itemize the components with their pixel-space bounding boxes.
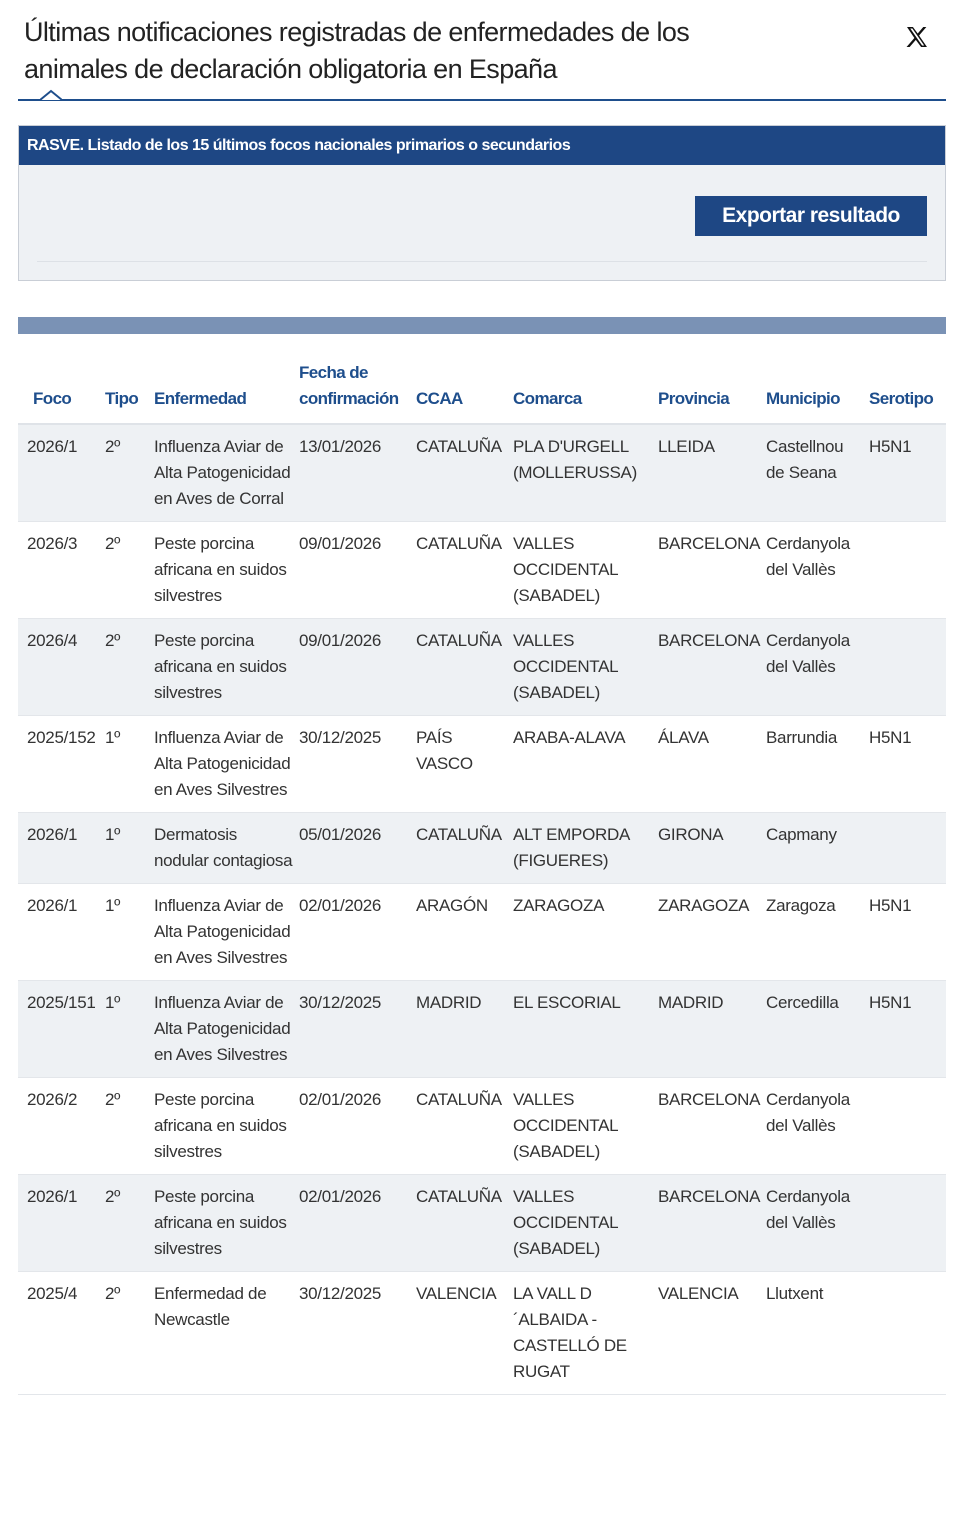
- close-button[interactable]: [900, 20, 934, 54]
- cell-comarca: VALLES OCCIDENTAL (SABADEL): [513, 1078, 658, 1175]
- cell-foco: 2026/2: [18, 1078, 105, 1175]
- cell-provincia: BARCELONA: [658, 1078, 766, 1175]
- cell-tipo: 2º: [105, 1175, 154, 1272]
- cell-municipio: Cerdanyola del Vallès: [766, 1175, 869, 1272]
- x-logo-icon: [906, 27, 928, 47]
- cell-comarca: ALT EMPORDA (FIGUERES): [513, 813, 658, 884]
- cell-municipio: Zaragoza: [766, 884, 869, 981]
- cell-serotipo: [869, 1078, 946, 1175]
- column-header-foco[interactable]: Foco: [18, 355, 105, 424]
- cell-enfermedad: Dermatosis nodular contagiosa: [154, 813, 299, 884]
- cell-fecha: 05/01/2026: [299, 813, 416, 884]
- cell-enfermedad: Peste porcina africana en suidos silvestres: [154, 1078, 299, 1175]
- cell-comarca: EL ESCORIAL: [513, 981, 658, 1078]
- cell-provincia: BARCELONA: [658, 619, 766, 716]
- cell-municipio: Cerdanyola del Vallès: [766, 1078, 869, 1175]
- cell-ccaa: MADRID: [416, 981, 513, 1078]
- cell-enfermedad: Peste porcina africana en suidos silvestres: [154, 619, 299, 716]
- cell-tipo: 1º: [105, 884, 154, 981]
- table-row: [18, 716, 946, 813]
- cell-municipio: Castellnou de Seana: [766, 424, 869, 522]
- table-body: [18, 424, 946, 1395]
- cell-ccaa: CATALUÑA: [416, 813, 513, 884]
- cell-ccaa: CATALUÑA: [416, 619, 513, 716]
- column-header-enfermedad[interactable]: Enfermedad: [154, 355, 299, 424]
- cell-foco: 2025/152: [18, 716, 105, 813]
- cell-provincia: BARCELONA: [658, 522, 766, 619]
- column-header-fecha[interactable]: Fecha de confirmación: [299, 355, 416, 424]
- cell-comarca: LA VALL D ´ALBAIDA - CASTELLÓ DE RUGAT: [513, 1272, 658, 1395]
- cell-ccaa: CATALUÑA: [416, 1175, 513, 1272]
- column-header-serotipo[interactable]: Serotipo: [869, 355, 946, 424]
- page-title: [24, 14, 744, 88]
- outbreaks-table: [18, 355, 946, 1395]
- cell-fecha: 30/12/2025: [299, 1272, 416, 1395]
- cell-fecha: 09/01/2026: [299, 522, 416, 619]
- table-header-row: [18, 355, 946, 424]
- cell-foco: 2026/1: [18, 1175, 105, 1272]
- cell-serotipo: H5N1: [869, 981, 946, 1078]
- cell-foco: 2026/1: [18, 424, 105, 522]
- cell-tipo: 2º: [105, 1272, 154, 1395]
- cell-foco: 2026/1: [18, 884, 105, 981]
- cell-enfermedad: Influenza Aviar de Alta Patogenicidad en Aves Silvestres: [154, 981, 299, 1078]
- cell-tipo: 1º: [105, 981, 154, 1078]
- page-title-line-2: animales de declaración obligatoria en España: [24, 54, 557, 84]
- cell-comarca: VALLES OCCIDENTAL (SABADEL): [513, 1175, 658, 1272]
- cell-fecha: 02/01/2026: [299, 1078, 416, 1175]
- cell-provincia: MADRID: [658, 981, 766, 1078]
- cell-enfermedad: Peste porcina africana en suidos silvestres: [154, 522, 299, 619]
- cell-comarca: ZARAGOZA: [513, 884, 658, 981]
- cell-foco: 2026/3: [18, 522, 105, 619]
- cell-serotipo: [869, 619, 946, 716]
- cell-municipio: Barrundia: [766, 716, 869, 813]
- cell-comarca: VALLES OCCIDENTAL (SABADEL): [513, 619, 658, 716]
- cell-fecha: 30/12/2025: [299, 981, 416, 1078]
- cell-foco: 2025/4: [18, 1272, 105, 1395]
- title-underline: [18, 99, 946, 101]
- cell-municipio: Cerdanyola del Vallès: [766, 619, 869, 716]
- cell-tipo: 1º: [105, 716, 154, 813]
- cell-tipo: 2º: [105, 424, 154, 522]
- title-underline-notch: [40, 89, 62, 101]
- cell-fecha: 13/01/2026: [299, 424, 416, 522]
- column-header-ccaa[interactable]: CCAA: [416, 355, 513, 424]
- cell-enfermedad: Enfermedad de Newcastle: [154, 1272, 299, 1395]
- table-row: [18, 981, 946, 1078]
- cell-fecha: 09/01/2026: [299, 619, 416, 716]
- cell-provincia: ÁLAVA: [658, 716, 766, 813]
- table-top-band: [18, 317, 946, 334]
- cell-fecha: 02/01/2026: [299, 884, 416, 981]
- page-title-line-1: Últimas notificaciones registradas de enfermedades de los: [24, 17, 690, 47]
- panel-heading-text: RASVE. Listado de los 15 últimos focos nacionales primarios o secundarios: [27, 137, 571, 154]
- cell-tipo: 2º: [105, 1078, 154, 1175]
- table-row: [18, 813, 946, 884]
- cell-provincia: ZARAGOZA: [658, 884, 766, 981]
- table-row: [18, 884, 946, 981]
- cell-tipo: 2º: [105, 522, 154, 619]
- cell-foco: 2026/4: [18, 619, 105, 716]
- cell-serotipo: [869, 1175, 946, 1272]
- cell-tipo: 2º: [105, 619, 154, 716]
- cell-municipio: Capmany: [766, 813, 869, 884]
- cell-fecha: 30/12/2025: [299, 716, 416, 813]
- cell-tipo: 1º: [105, 813, 154, 884]
- column-header-tipo[interactable]: Tipo: [105, 355, 154, 424]
- cell-enfermedad: Influenza Aviar de Alta Patogenicidad en Aves Silvestres: [154, 716, 299, 813]
- cell-provincia: BARCELONA: [658, 1175, 766, 1272]
- cell-serotipo: H5N1: [869, 884, 946, 981]
- cell-municipio: Cercedilla: [766, 981, 869, 1078]
- table-row: [18, 522, 946, 619]
- cell-provincia: LLEIDA: [658, 424, 766, 522]
- cell-foco: 2026/1: [18, 813, 105, 884]
- panel-divider: [37, 261, 927, 262]
- cell-serotipo: [869, 813, 946, 884]
- cell-serotipo: H5N1: [869, 424, 946, 522]
- cell-provincia: VALENCIA: [658, 1272, 766, 1395]
- column-header-provincia[interactable]: Provincia: [658, 355, 766, 424]
- cell-ccaa: CATALUÑA: [416, 522, 513, 619]
- column-header-comarca[interactable]: Comarca: [513, 355, 658, 424]
- cell-ccaa: PAÍS VASCO: [416, 716, 513, 813]
- cell-serotipo: [869, 1272, 946, 1395]
- cell-serotipo: H5N1: [869, 716, 946, 813]
- cell-foco: 2025/151: [18, 981, 105, 1078]
- table-row: [18, 619, 946, 716]
- table-row: [18, 1272, 946, 1395]
- cell-ccaa: VALENCIA: [416, 1272, 513, 1395]
- cell-ccaa: CATALUÑA: [416, 1078, 513, 1175]
- cell-comarca: VALLES OCCIDENTAL (SABADEL): [513, 522, 658, 619]
- cell-provincia: GIRONA: [658, 813, 766, 884]
- cell-enfermedad: Peste porcina africana en suidos silvestres: [154, 1175, 299, 1272]
- cell-enfermedad: Influenza Aviar de Alta Patogenicidad en Aves Silvestres: [154, 884, 299, 981]
- cell-municipio: Llutxent: [766, 1272, 869, 1395]
- export-results-button[interactable]: Exportar resultado: [695, 196, 927, 236]
- column-header-municipio[interactable]: Municipio: [766, 355, 869, 424]
- table-row: [18, 1175, 946, 1272]
- table-row: [18, 1078, 946, 1175]
- cell-comarca: PLA D'URGELL (MOLLERUSSA): [513, 424, 658, 522]
- cell-ccaa: CATALUÑA: [416, 424, 513, 522]
- cell-enfermedad: Influenza Aviar de Alta Patogenicidad en Aves de Corral: [154, 424, 299, 522]
- table-row: [18, 424, 946, 522]
- cell-comarca: ARABA-ALAVA: [513, 716, 658, 813]
- cell-serotipo: [869, 522, 946, 619]
- filter-panel: [18, 125, 946, 281]
- cell-fecha: 02/01/2026: [299, 1175, 416, 1272]
- panel-heading: [19, 126, 945, 165]
- cell-municipio: Cerdanyola del Vallès: [766, 522, 869, 619]
- cell-ccaa: ARAGÓN: [416, 884, 513, 981]
